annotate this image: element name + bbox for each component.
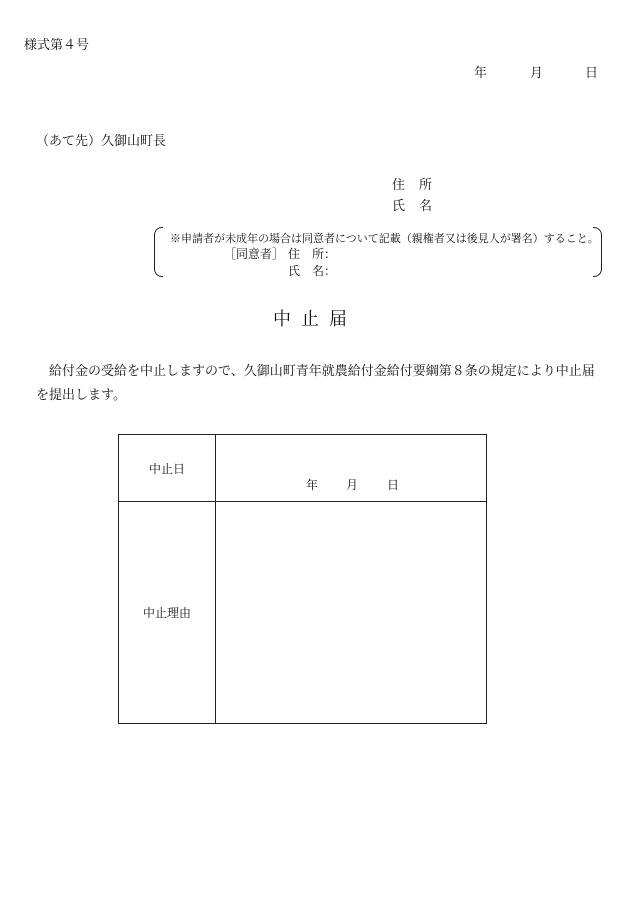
submission-date — [474, 62, 598, 81]
guardian-label: ［同意者］ — [224, 247, 285, 261]
stop-form-table — [118, 434, 487, 724]
applicant-name-label: 氏名 — [392, 199, 447, 214]
day-label: 日 — [585, 66, 599, 81]
guardian-address-label: 住 所： — [288, 247, 337, 261]
reason-field[interactable] — [216, 502, 487, 724]
body-text: 給付金の受給を中止しますので、久御山町青年就農給付金給付要綱第８条の規定により中止届を提出します。 — [36, 364, 595, 403]
day-label: 日 — [387, 478, 400, 492]
table-row — [119, 502, 487, 724]
addressee: （あて先）久御山町長 — [36, 134, 167, 149]
year-label: 年 — [474, 66, 488, 81]
month-label: 月 — [530, 66, 544, 81]
document-title: 中止届 — [273, 309, 357, 330]
table-row — [119, 435, 487, 502]
guardian-name-label: 氏 名： — [288, 264, 337, 278]
stop-date-field[interactable] — [216, 435, 487, 502]
year-label: 年 — [306, 478, 319, 492]
left-bracket — [154, 227, 163, 277]
stop-date-label: 中止日 — [119, 435, 216, 502]
applicant-address-label: 住所 — [392, 178, 447, 193]
reason-label: 中止理由 — [119, 502, 216, 724]
guardian-note: ※申請者が未成年の場合は同意者について記載（親権者又は後見人が署名）すること。 — [170, 232, 599, 245]
stop-date — [306, 476, 399, 493]
month-label: 月 — [346, 478, 359, 492]
form-number: 様式第４号 — [24, 38, 90, 53]
